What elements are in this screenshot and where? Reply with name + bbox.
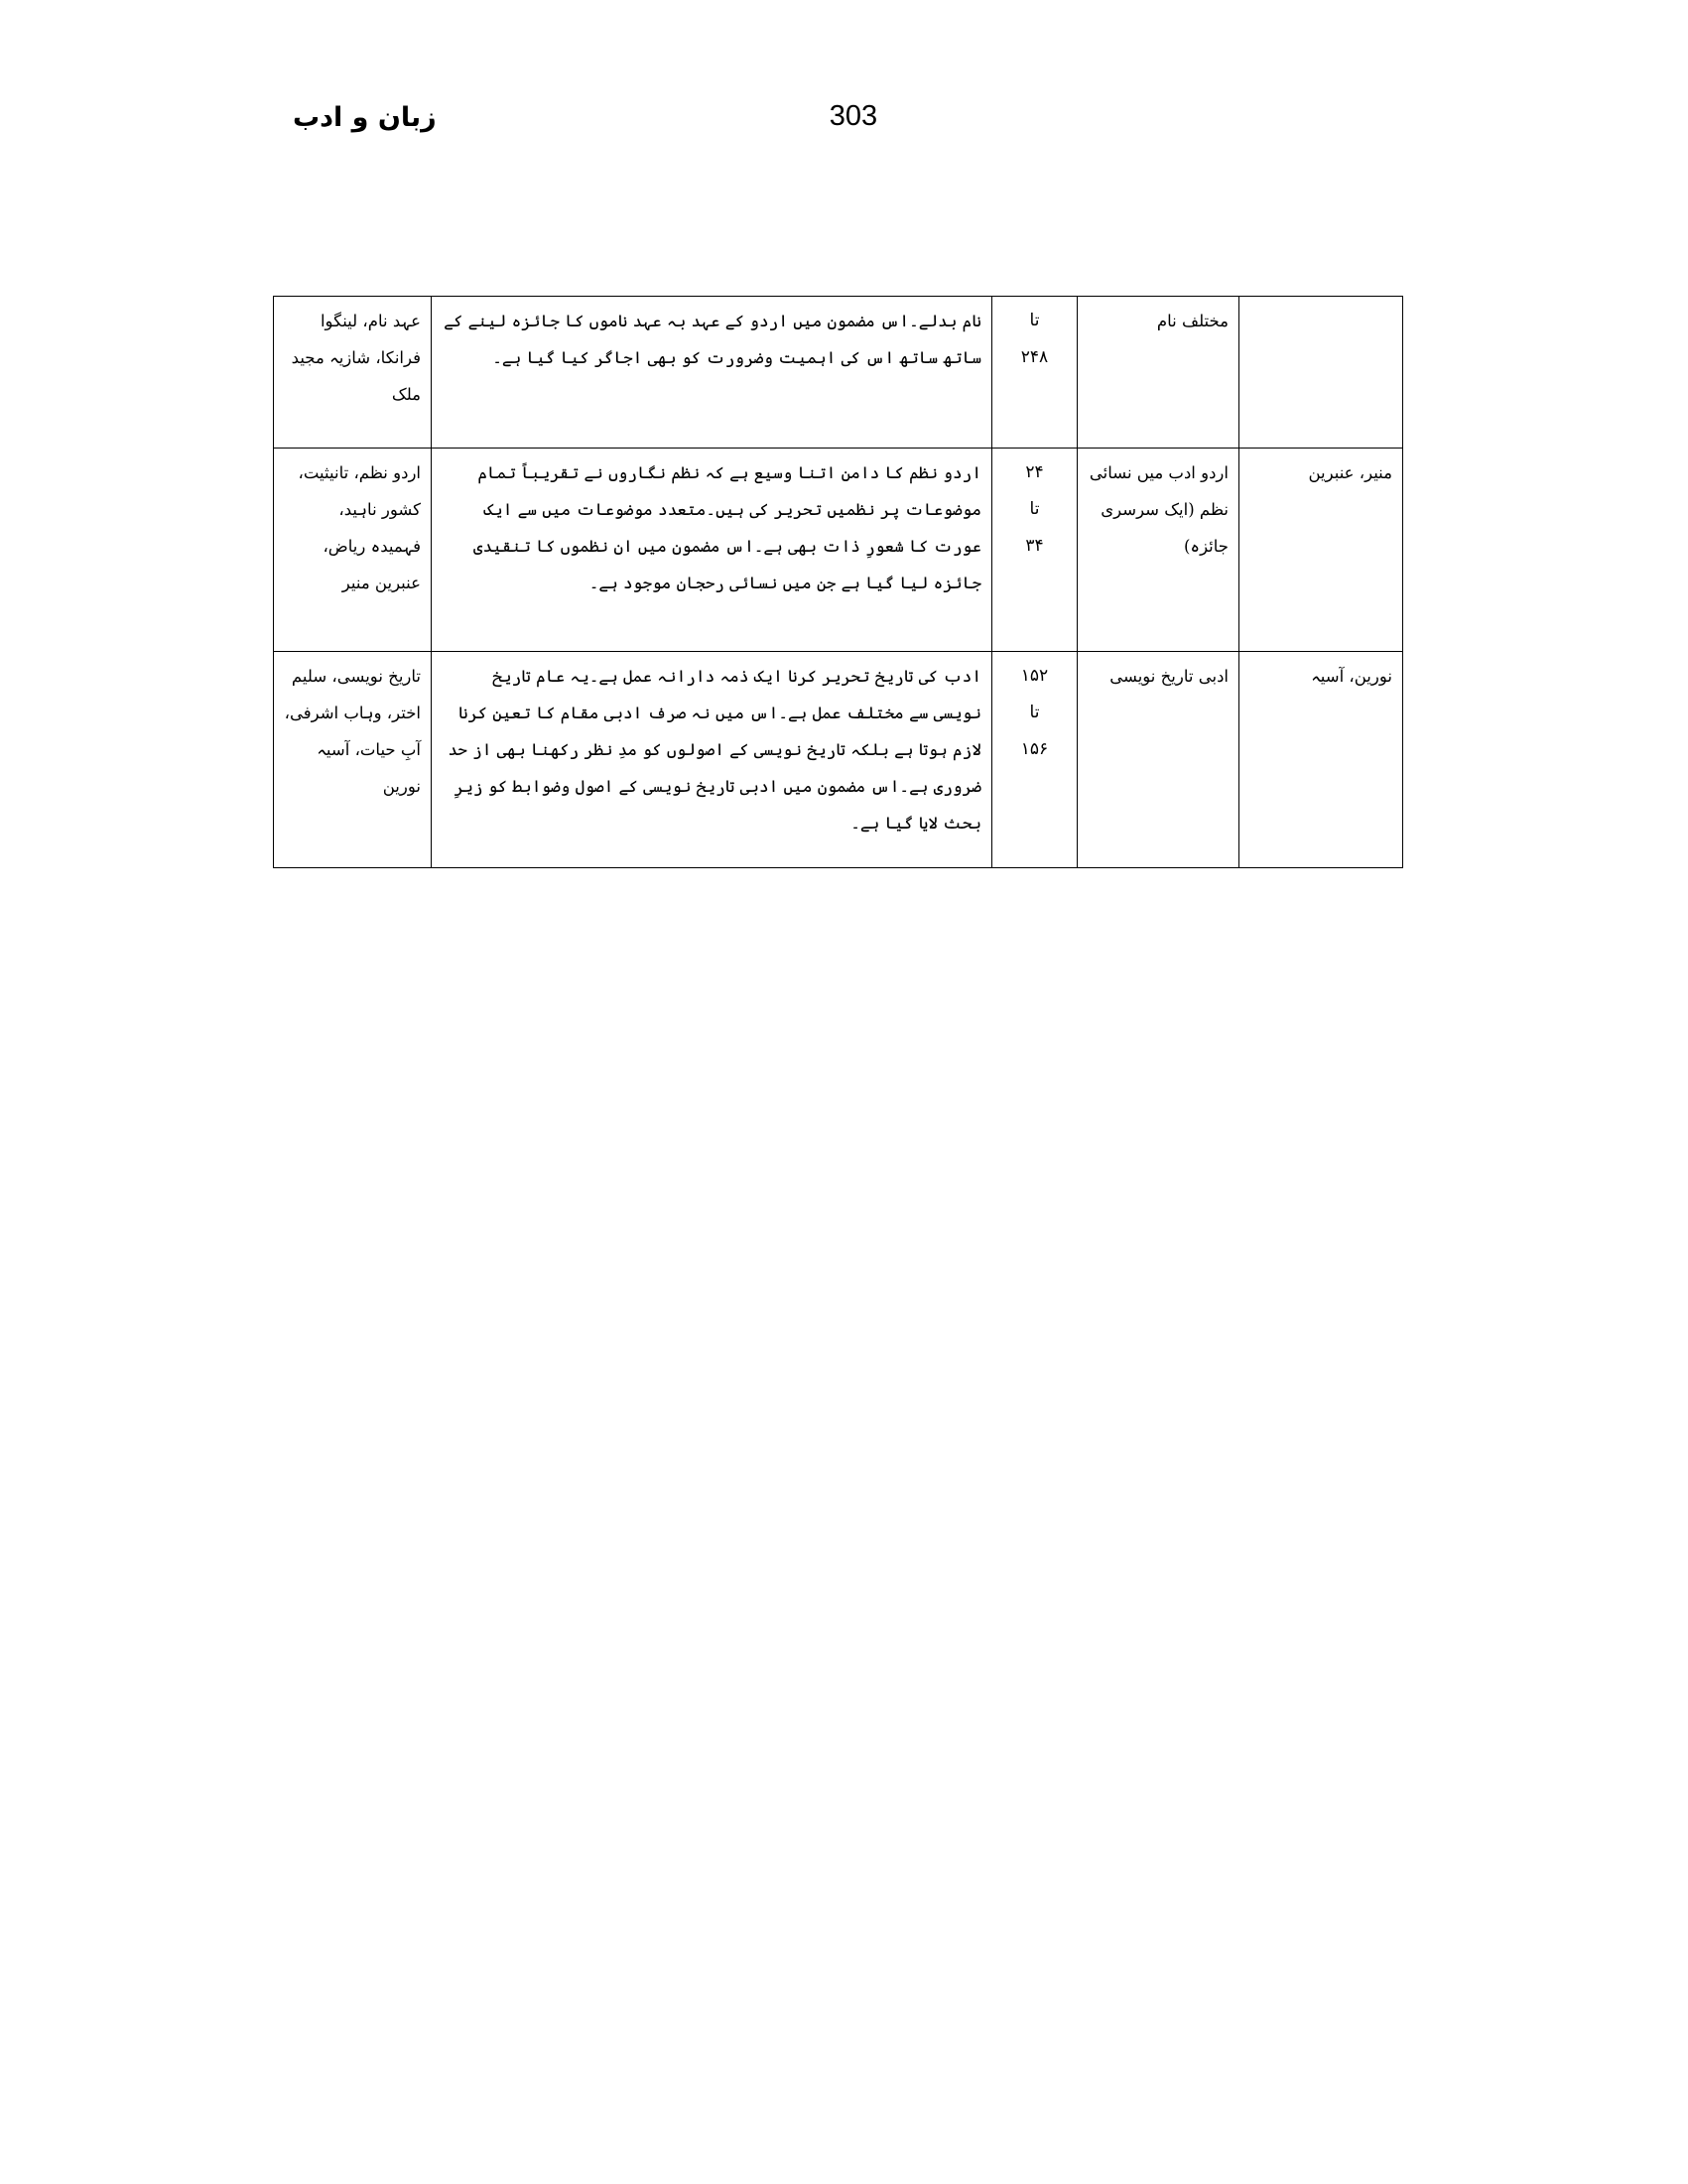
summary-cell: اردو نظم کا دامن اتنا وسیع ہے کہ نظم نگاروں نے تقریباً تمام موضوعات پر نظمیں تحریر کی ہیں۔متعدد موضوعات میں سے ایک عورت کا شعورِ ذات بھی ہے۔اس مضمون میں ان نظموں کا تنقیدی جائزہ لیا گیا ہے جن میں نسائی رحجان موجود ہے۔ [432,449,992,652]
journal-title: زبان و ادب [293,102,437,133]
page-range-cell [992,449,1078,652]
keywords-cell: تاریخ نویسی، سلیم اختر، وہاب اشرفی، آبِ حیات، آسیہ نورین [274,652,432,868]
page-range-line: ۳۴ [1025,536,1044,556]
article-title-cell: اردو ادب میں نسائی نظم (ایک سرسری جائزہ) [1078,449,1239,652]
table-row [274,297,1403,449]
page-range-cell [992,297,1078,449]
page-range-cell [992,652,1078,868]
keywords-cell: عہد نام، لینگوا فرانکا، شازیہ مجید ملک [274,297,432,449]
page-range-line: تا [1029,703,1040,722]
article-title-cell: ادبی تاریخ نویسی [1078,652,1239,868]
article-title-cell: مختلف نام [1078,297,1239,449]
table-row [274,652,1403,868]
page-range-line: تا [1029,311,1040,330]
page-range-line: تا [1029,499,1040,519]
author-cell: منیر، عنبرین [1239,449,1403,652]
page-range-line: ۱۵۲ [1020,666,1049,686]
summary-cell: نام بدلے۔اس مضمون میں اردو کے عہد بہ عہد ناموں کا جائزہ لینے کے ساتھ ساتھ اس کی اہمیت وضرورت کو بھی اجاگر کیا گیا ہے۔ [432,297,992,449]
page-number: 303 [829,100,878,132]
summary-cell: ادب کی تاریخ تحریر کرنا ایک ذمہ دارانہ عمل ہے۔یہ عام تاریخ نویسی سے مختلف عمل ہے۔اس میں نہ صرف ادبی مقام کا تعین کرنا لازم ہوتا ہے بلکہ تاریخ نویسی کے اصولوں کو مدِ نظر رکھنا بھی از حد ضروری ہے۔اس مضمون میں ادبی تاریخ نویسی کے اصول وضوابط کو زیرِ بحث لایا گیا ہے۔ [432,652,992,868]
author-cell [1239,297,1403,449]
page-range-line: ۱۵۶ [1020,739,1049,759]
table-row [274,449,1403,652]
keywords-cell: اردو نظم، تانیثیت، کشور ناہید، فہمیدہ ریاض، عنبرین منیر [274,449,432,652]
page-range-line: ۲۴ [1025,462,1044,482]
page-range-line: ۲۴۸ [1020,347,1049,367]
author-cell: نورین، آسیہ [1239,652,1403,868]
article-index-table [273,296,1403,868]
